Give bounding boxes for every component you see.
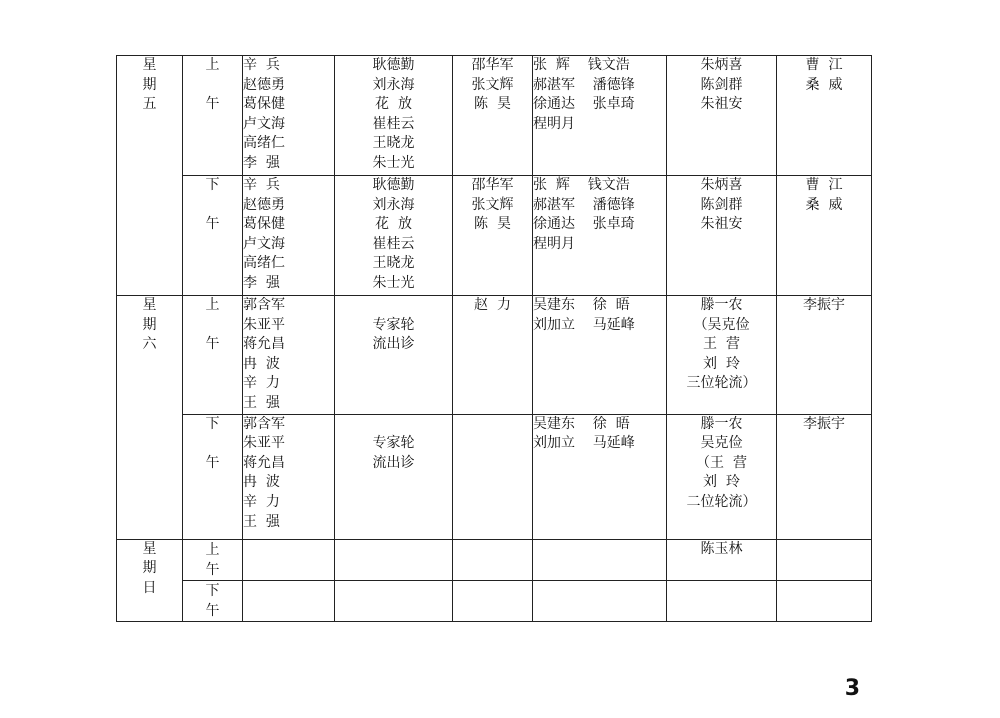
schedule-cell: 专家轮 流出诊 <box>335 414 453 539</box>
schedule-cell: 李振宇 <box>777 296 872 415</box>
schedule-cell: 辛 兵 赵德勇 葛保健 卢文海 高绪仁 李 强 <box>243 176 335 296</box>
table-row <box>117 296 872 415</box>
schedule-cell <box>453 580 533 621</box>
schedule-cell: 郭含军 朱亚平 蒋允昌 冉 波 辛 力 王 强 <box>243 296 335 415</box>
schedule-cell: 李振宇 <box>777 414 872 539</box>
schedule-cell: 吴建东 徐 晤 刘加立 马延峰 <box>533 414 667 539</box>
table-row <box>117 414 872 539</box>
table-row <box>117 580 872 621</box>
table-row <box>117 539 872 580</box>
half-label: 下 午 <box>183 414 243 539</box>
schedule-cell <box>453 539 533 580</box>
schedule-cell: 曹 江 桑 威 <box>777 176 872 296</box>
schedule-cell: 滕一农 吴克俭 （王 营 刘 玲 二位轮流） <box>667 414 777 539</box>
schedule-cell: 邵华军 张文辉 陈 昊 <box>453 56 533 176</box>
day-label-sunday: 星 期 日 <box>117 539 183 621</box>
half-label: 上 午 <box>183 539 243 580</box>
schedule-cell <box>777 539 872 580</box>
schedule-cell: 耿德勤 刘永海 花 放 崔桂云 王晓龙 朱士光 <box>335 176 453 296</box>
half-label: 上 午 <box>183 296 243 415</box>
schedule-cell <box>453 414 533 539</box>
schedule-cell: 张 辉 钱文浩 郝湛军 潘德锋 徐通达 张卓琦 程明月 <box>533 176 667 296</box>
schedule-cell: 滕一农 （吴克俭 王 营 刘 玲 三位轮流） <box>667 296 777 415</box>
schedule-cell: 吴建东 徐 晤 刘加立 马延峰 <box>533 296 667 415</box>
schedule-cell: 辛 兵 赵德勇 葛保健 卢文海 高绪仁 李 强 <box>243 56 335 176</box>
page-number: 3 <box>844 676 860 701</box>
schedule-cell: 曹 江 桑 威 <box>777 56 872 176</box>
schedule-cell <box>533 580 667 621</box>
schedule-cell: 赵 力 <box>453 296 533 415</box>
half-label: 下 午 <box>183 176 243 296</box>
table-row <box>117 176 872 296</box>
half-label: 上 午 <box>183 56 243 176</box>
schedule-cell: 耿德勤 刘永海 花 放 崔桂云 王晓龙 朱士光 <box>335 56 453 176</box>
schedule-cell: 朱炳喜 陈剑群 朱祖安 <box>667 56 777 176</box>
schedule-cell: 朱炳喜 陈剑群 朱祖安 <box>667 176 777 296</box>
schedule-cell: 郭含军 朱亚平 蒋允昌 冉 波 辛 力 王 强 <box>243 414 335 539</box>
day-label-friday: 星 期 五 <box>117 56 183 296</box>
schedule-cell <box>335 580 453 621</box>
schedule-cell <box>335 539 453 580</box>
schedule-cell <box>243 580 335 621</box>
schedule-cell <box>243 539 335 580</box>
duty-schedule-table <box>116 55 872 622</box>
table-row <box>117 56 872 176</box>
schedule-cell <box>667 580 777 621</box>
half-label: 下 午 <box>183 580 243 621</box>
schedule-cell: 张 辉 钱文浩 郝湛军 潘德锋 徐通达 张卓琦 程明月 <box>533 56 667 176</box>
day-label-saturday: 星 期 六 <box>117 296 183 540</box>
schedule-cell: 陈玉林 <box>667 539 777 580</box>
schedule-cell <box>533 539 667 580</box>
schedule-cell: 邵华军 张文辉 陈 昊 <box>453 176 533 296</box>
schedule-cell: 专家轮 流出诊 <box>335 296 453 415</box>
schedule-cell <box>777 580 872 621</box>
